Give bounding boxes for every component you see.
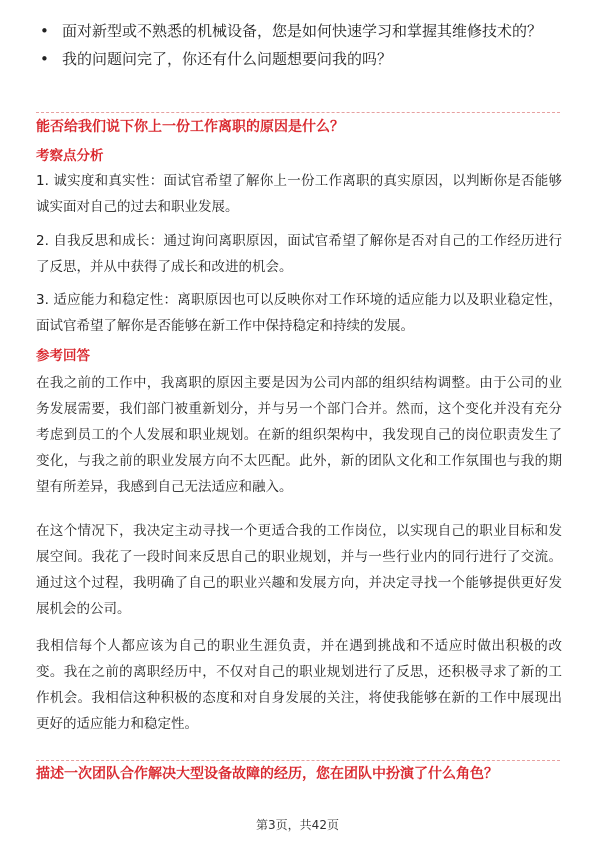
analysis-point: 1. 诚实度和真实性：面试官希望了解你上一份工作离职的真实原因，以判断你是否能够诚实面对自己的过去和职业发展。 (36, 173, 562, 215)
answer-paragraph: 我相信每个人都应该为自己的职业生涯负责，并在遇到挑战和不适应时做出积极的改变。我在之前的离职经历中，不仅对自己的职业规划进行了反思，还积极寻求了新的工作机会。我相信这种积极的态度和对自身发展的关注，将使我能够在新的工作中展现出更好的适应能力和稳定性。 (36, 638, 562, 732)
bullet-dot-icon: • (40, 50, 49, 68)
page-number: 第3页，共42页 (256, 818, 339, 832)
analysis-point: 3. 适应能力和稳定性：离职原因也可以反映你对工作环境的适应能力以及职业稳定性，面试官希望了解你是否能够在新工作中保持稳定和持续的发展。 (36, 292, 562, 334)
question-title: 能否给我们说下你上一份工作离职的原因是什么？ (36, 119, 344, 135)
bullet-text: 面对新型或不熟悉的机械设备，您是如何快速学习和掌握其维修技术的？ (62, 22, 543, 40)
answer-heading: 参考回答 (36, 348, 90, 364)
bullet-text: 我的问题问完了，你还有什么问题想要问我的吗？ (62, 50, 393, 68)
bullet-dot-icon: • (40, 22, 49, 40)
analysis-point: 2. 自我反思和成长：通过询问离职原因，面试官希望了解你是否对自己的工作经历进行了反思，并从中获得了成长和改进的机会。 (36, 233, 562, 275)
section-divider (36, 760, 560, 761)
bullet-item (38, 19, 558, 43)
analysis-heading: 考察点分析 (36, 148, 104, 164)
intro-bullet-list (38, 19, 558, 75)
question-title: 描述一次团队合作解决大型设备故障的经历，您在团队中扮演了什么角色？ (36, 766, 498, 782)
bullet-item (38, 47, 558, 71)
section-divider (36, 112, 560, 113)
answer-paragraph: 在这个情况下，我决定主动寻找一个更适合我的工作岗位，以实现自己的职业目标和发展空间。我花了一段时间来反思自己的职业规划，并与一些行业内的同行进行了交流。通过这个过程，我明确了自己的职业兴趣和发展方向，并决定寻找一个能够提供更好发展机会的公司。 (36, 523, 562, 617)
answer-paragraph: 在我之前的工作中，我离职的原因主要是因为公司内部的组织结构调整。由于公司的业务发展需要，我们部门被重新划分，并与另一个部门合并。然而，这个变化并没有充分考虑到员工的个人发展和职业规划。在新的组织架构中，我发现自己的岗位职责发生了变化，与我之前的职业发展方向不太匹配。此外，新的团队文化和工作氛围也与我的期望有所差异，我感到自己无法适应和融入。 (36, 375, 562, 495)
